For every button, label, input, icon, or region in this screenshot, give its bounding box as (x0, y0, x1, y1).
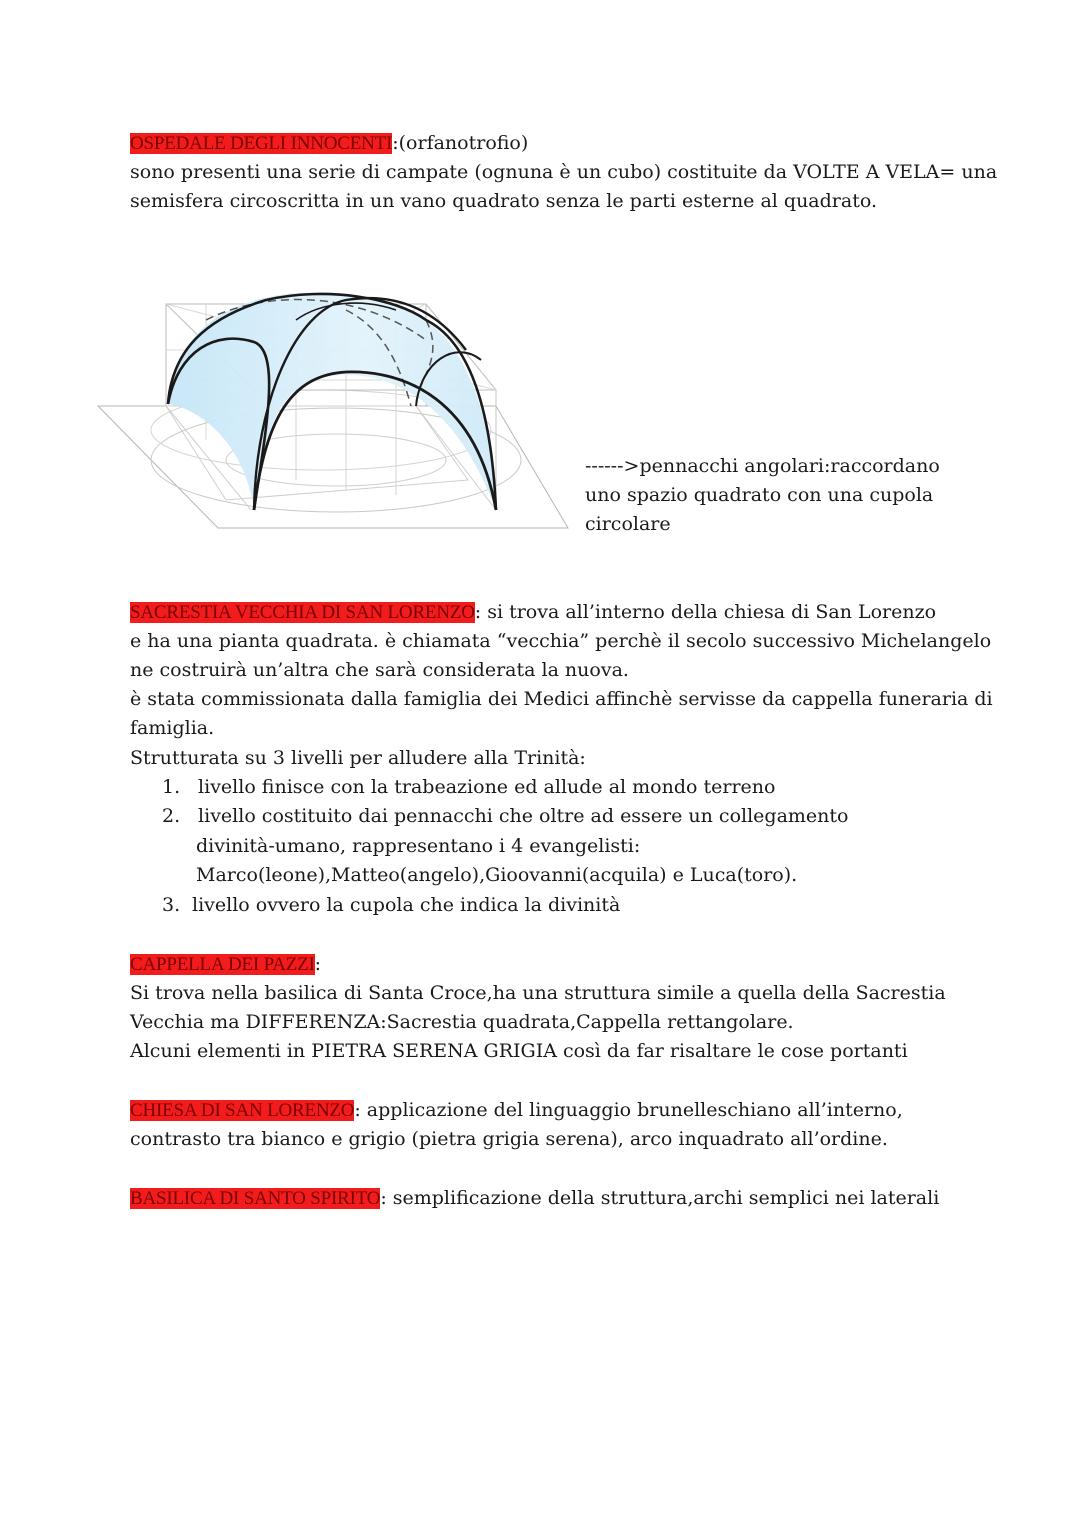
list-item (162, 773, 775, 802)
figure-caption-line: uno spazio quadrato con una cupola (585, 484, 934, 506)
sec3-heading-line (130, 950, 321, 979)
sec3-text-line: Si trova nella basilica di Santa Croce,ha una struttura simile a quella della Sacrestia (130, 982, 946, 1004)
list-item-number: 3. (162, 894, 181, 916)
sec4-title: CHIESA DI SAN LORENZO (130, 1100, 355, 1121)
list-item-text: livello finisce con la trabeazione ed allude al mondo terreno (192, 776, 776, 798)
sec5-heading-line (130, 1184, 939, 1213)
sec1-text-line: sono presenti una serie di campate (ognuna è un cubo) costituite da VOLTE A VELA= una (130, 161, 998, 183)
list-item (162, 802, 848, 831)
list-item-text: livello ovvero la cupola che indica la divinità (192, 894, 621, 916)
volta-a-vela-diagram-icon (96, 280, 572, 530)
sec3-title: CAPPELLA DEI PAZZI (130, 954, 315, 975)
sec2-line0-rest: : si trova all’interno della chiesa di San Lorenzo (474, 601, 937, 623)
sec4-text-line: contrasto tra bianco e grigio (pietra grigia serena), arco inquadrato all’ordine. (130, 1128, 888, 1150)
sec1-heading-line (130, 129, 528, 158)
sec2-text-line: Strutturata su 3 livelli per alludere alla Trinità: (130, 747, 586, 769)
sec3-text-line: Alcuni elementi in PIETRA SERENA GRIGIA così da far risaltare le cose portanti (130, 1040, 908, 1062)
sec2-text-line: è stata commissionata dalla famiglia dei Medici affinchè servisse da cappella funeraria di (130, 688, 993, 710)
sec1-title: OSPEDALE DEGLI INNOCENTI (130, 133, 393, 154)
sec2-text-line: famiglia. (130, 717, 215, 739)
sec3-text-line: Vecchia ma DIFFERENZA:Sacrestia quadrata,Cappella rettangolare. (130, 1011, 794, 1033)
figure-caption-line: circolare (585, 513, 671, 535)
list-item-number: 1. (162, 776, 181, 798)
sec5-line0-rest: : semplificazione della struttura,archi semplici nei laterali (380, 1187, 940, 1209)
sec5-title: BASILICA DI SANTO SPIRITO (130, 1188, 381, 1209)
list-item-text: livello costituito dai pennacchi che oltre ad essere un collegamento (192, 805, 849, 827)
figure-caption-line: ------>pennacchi angolari:raccordano (585, 455, 940, 477)
list-item-continuation: divinità-umano, rappresentano i 4 evangelisti: (196, 835, 641, 857)
sec4-heading-line (130, 1096, 903, 1125)
list-item-continuation: Marco(leone),Matteo(angelo),Gioovanni(acquila) e Luca(toro). (196, 864, 798, 886)
sec4-line0-rest: : applicazione del linguaggio brunelleschiano all’interno, (354, 1099, 903, 1121)
sec1-title-suffix: :(orfanotrofio) (392, 132, 529, 154)
sec2-text-line: e ha una pianta quadrata. è chiamata “vecchia” perchè il secolo successivo Michelangelo (130, 630, 992, 652)
sec2-text-line: ne costruirà un’altra che sarà considerata la nuova. (130, 659, 629, 681)
list-item-number: 2. (162, 805, 181, 827)
sec2-title: SACRESTIA VECCHIA DI SAN LORENZO (130, 602, 475, 623)
sec1-text-line: semisfera circoscritta in un vano quadrato senza le parti esterne al quadrato. (130, 190, 877, 212)
sec3-title-suffix: : (314, 953, 322, 975)
sec2-heading-line (130, 598, 936, 627)
list-item (162, 891, 620, 920)
